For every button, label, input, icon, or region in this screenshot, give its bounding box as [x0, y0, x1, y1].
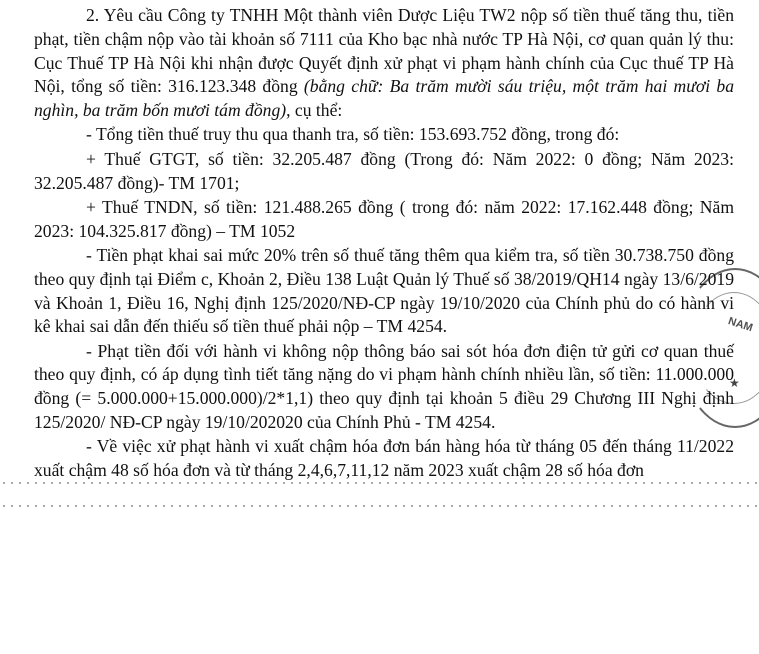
- seal-star-icon: ★: [729, 376, 740, 390]
- amount-in-words: (bằng chữ: Ba trăm mười sáu triệu, một trăm hai mươi ba nghìn, ba trăm bốn mươi tám đồng): [34, 76, 735, 121]
- perforation-line: [0, 505, 759, 507]
- paragraph-payment-request: [34, 4, 734, 123]
- payment-request-tail: , cụ thể:: [286, 100, 343, 121]
- paragraph-corporate-income-tax: + Thuế TNDN, số tiền: 121.488.265 đồng ( trong đó: năm 2022: 17.162.448 đồng; Năm 2023: 104.325.817 đồng) – TM 1052: [34, 196, 734, 241]
- paragraph-misdeclaration-penalty: - Tiền phạt khai sai mức 20% trên số thuế tăng thêm qua kiểm tra, số tiền 30.738.750 đồng theo quy định tại Điểm c, Khoản 2, Điều 138 Luật Quản lý Thuế số 38/2019/QH14 ngày 13/6/2019 và Khoản 1, Điều 16, Nghị định 125/2020/NĐ-CP ngày 19/10/2020 của Chính phủ do có hành vi kê khai sai dẫn đến thiếu số tiền thuế phải nộp – TM 4254.: [34, 244, 734, 337]
- official-seal-text: NAM: [726, 315, 755, 335]
- document-body: [34, 4, 734, 483]
- paragraph-invoice-notice-penalty: - Phạt tiền đối với hành vi không nộp thông báo sai sót hóa đơn điện tử gửi cơ quan thuế theo quy định, có áp dụng tình tiết tăng nặng do vi phạm hành chính nhiều lần, số tiền: 11.000.000 đồng (= 5.000.000+15.000.000)/2*1,1) theo quy định tại khoản 5 điều 29 Chương III Nghị định 125/2020/ NĐ-CP ngày 19/10/202020 của Chính Phủ - TM 4254.: [34, 340, 734, 433]
- payment-request-text: 2. Yêu cầu Công ty TNHH Một thành viên Dược Liệu TW2 nộp số tiền thuế tăng thu, tiền phạt, tiền chậm nộp vào tài khoản số 7111 của Kho bạc nhà nước TP Hà Nội, cơ quan quản lý thu: Cục Thuế TP Hà Nội khi nhận được Quyết định xử phạt vi phạm hành chính của Cục thuế TP Hà Nội, tổng số tiền: 316.123.348 đồng: [34, 5, 734, 97]
- paragraph-late-invoice-penalty: - Về việc xử phạt hành vi xuất chậm hóa đơn bán hàng hóa từ tháng 05 đến tháng 11/2022 xuất chậm 48 số hóa đơn và từ tháng 2,4,6,7,11,12 năm 2023 xuất chậm 28 số hóa đơn: [34, 436, 734, 481]
- paragraph-vat: + Thuế GTGT, số tiền: 32.205.487 đồng (Trong đó: Năm 2022: 0 đồng; Năm 2023: 32.205.487 đồng)- TM 1701;: [34, 148, 734, 193]
- paragraph-total-tax-arrears: - Tổng tiền thuế truy thu qua thanh tra, số tiền: 153.693.752 đồng, trong đó:: [86, 124, 620, 145]
